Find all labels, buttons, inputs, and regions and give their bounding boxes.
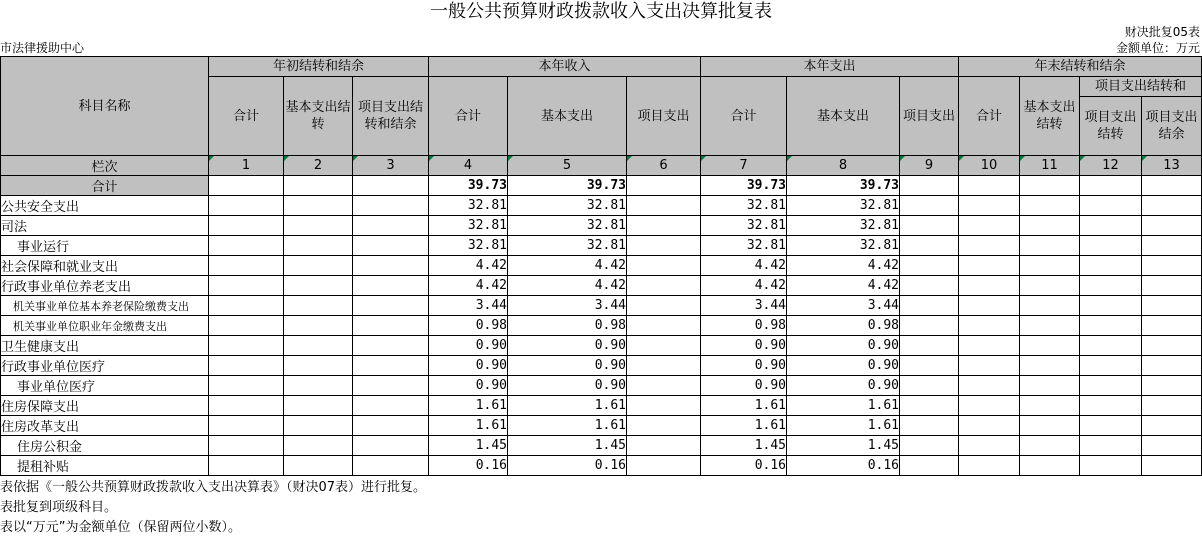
table-row: [1, 456, 1202, 476]
cell-inc-total: 1.61: [429, 396, 508, 416]
cell-inc-basic: 0.90: [508, 336, 627, 356]
cell-inc-basic: 39.73: [508, 176, 627, 196]
lanci-number: 8: [787, 156, 900, 176]
cell-inc-total: 0.90: [429, 376, 508, 396]
cell-inc-total: 0.90: [429, 356, 508, 376]
header-inc-total: 合计: [429, 77, 508, 156]
row-label: 行政事业单位养老支出: [1, 276, 209, 296]
cell-exp-basic: 1.61: [787, 416, 900, 436]
cell-exp-total: 1.45: [701, 436, 787, 456]
cell-exp-total: 39.73: [701, 176, 787, 196]
cell-inc-total: 0.98: [429, 316, 508, 336]
header-end-project-group: 项目支出结转和: [1080, 77, 1202, 97]
table-row: [1, 336, 1202, 356]
cell-inc-basic: 0.90: [508, 376, 627, 396]
lanci-number: 2: [284, 156, 353, 176]
header-group-end: 年末结转和结余: [959, 57, 1202, 77]
table-row: [1, 196, 1202, 216]
cell-exp-total: 4.42: [701, 256, 787, 276]
header-end-proj-surplus: 项目支出结余: [1142, 97, 1202, 156]
cell-inc-basic: 0.16: [508, 456, 627, 476]
cell-exp-total: 32.81: [701, 236, 787, 256]
row-label: 住房改革支出: [1, 416, 209, 436]
form-code: 财决批复05表: [1124, 25, 1200, 39]
lanci-number: 6: [627, 156, 701, 176]
table-row: [1, 236, 1202, 256]
cell-exp-basic: 32.81: [787, 216, 900, 236]
lanci-number: 13: [1142, 156, 1202, 176]
row-label: 卫生健康支出: [1, 336, 209, 356]
row-label: 事业运行: [1, 236, 209, 256]
lanci-number: 7: [701, 156, 787, 176]
cell-inc-total: 4.42: [429, 276, 508, 296]
row-label: 住房保障支出: [1, 396, 209, 416]
cell-exp-total: 1.61: [701, 396, 787, 416]
cell-exp-basic: 32.81: [787, 236, 900, 256]
total-row: [1, 176, 1202, 196]
cell-inc-basic: 32.81: [508, 196, 627, 216]
cell-exp-total: 0.98: [701, 316, 787, 336]
row-label: 公共安全支出: [1, 196, 209, 216]
header-subject: 科目名称: [1, 57, 209, 156]
header-exp-basic: 基本支出: [787, 77, 900, 156]
lanci-number: 9: [900, 156, 959, 176]
cell-inc-basic: 1.61: [508, 396, 627, 416]
cell-inc-basic: 32.81: [508, 216, 627, 236]
row-label: 机关事业单位职业年金缴费支出: [1, 316, 209, 336]
header-end-total: 合计: [959, 77, 1020, 156]
cell-inc-basic: 3.44: [508, 296, 627, 316]
table-row: [1, 436, 1202, 456]
cell-inc-basic: 4.42: [508, 276, 627, 296]
cell-exp-basic: 1.45: [787, 436, 900, 456]
budget-table: [0, 56, 1202, 476]
cell-inc-total: 32.81: [429, 236, 508, 256]
header-exp-total: 合计: [701, 77, 787, 156]
table-row: [1, 296, 1202, 316]
cell-inc-total: 39.73: [429, 176, 508, 196]
cell-exp-total: 0.90: [701, 376, 787, 396]
table-row: [1, 316, 1202, 336]
note-2: 表批复到项级科目。: [0, 500, 118, 515]
page-title: 一般公共预算财政拨款收入支出决算批复表: [430, 1, 772, 22]
cell-inc-total: 4.42: [429, 256, 508, 276]
table-row: [1, 356, 1202, 376]
row-label: 住房公积金: [1, 436, 209, 456]
note-1: 表依据《一般公共预算财政拨款收入支出决算表》（财决07表）进行批复。: [0, 480, 427, 495]
lanci-number: 3: [353, 156, 429, 176]
cell-exp-total: 3.44: [701, 296, 787, 316]
cell-exp-basic: 39.73: [787, 176, 900, 196]
lanci-number: 5: [508, 156, 627, 176]
cell-inc-total: 3.44: [429, 296, 508, 316]
lanci-number: 12: [1080, 156, 1142, 176]
cell-exp-total: 32.81: [701, 216, 787, 236]
row-label: 机关事业单位基本养老保险缴费支出: [1, 296, 209, 316]
notes: [0, 478, 426, 538]
lanci-number: 4: [429, 156, 508, 176]
cell-exp-basic: 0.90: [787, 336, 900, 356]
lanci-label: 栏次: [1, 156, 209, 176]
cell-exp-total: 4.42: [701, 276, 787, 296]
row-label: 行政事业单位医疗: [1, 356, 209, 376]
cell-inc-basic: 0.90: [508, 356, 627, 376]
header-start-basic: 基本支出结转: [284, 77, 353, 156]
cell-exp-basic: 4.42: [787, 256, 900, 276]
cell-inc-basic: 32.81: [508, 236, 627, 256]
cell-inc-basic: 1.61: [508, 416, 627, 436]
cell-exp-total: 1.61: [701, 416, 787, 436]
row-label: 事业单位医疗: [1, 376, 209, 396]
header-exp-project: 项目支出: [900, 77, 959, 156]
cell-inc-total: 0.16: [429, 456, 508, 476]
table-row: [1, 416, 1202, 436]
header-inc-basic: 基本支出: [508, 77, 627, 156]
cell-inc-total: 0.90: [429, 336, 508, 356]
table-row: [1, 376, 1202, 396]
header-end-proj-carry: 项目支出结转: [1080, 97, 1142, 156]
cell-exp-total: 0.16: [701, 456, 787, 476]
row-label: 司法: [1, 216, 209, 236]
row-label: 社会保障和就业支出: [1, 256, 209, 276]
header-group-start: 年初结转和结余: [209, 57, 429, 77]
cell-exp-basic: 0.90: [787, 376, 900, 396]
cell-exp-total: 0.90: [701, 336, 787, 356]
row-label: 提租补贴: [1, 456, 209, 476]
header-start-total: 合计: [209, 77, 284, 156]
header-end-basic: 基本支出结转: [1020, 77, 1080, 156]
lanci-number: 1: [209, 156, 284, 176]
cell-exp-basic: 0.90: [787, 356, 900, 376]
table-row: [1, 276, 1202, 296]
cell-exp-basic: 1.61: [787, 396, 900, 416]
header-inc-project: 项目支出: [627, 77, 701, 156]
cell-exp-basic: 0.98: [787, 316, 900, 336]
cell-exp-basic: 3.44: [787, 296, 900, 316]
cell-exp-basic: 0.16: [787, 456, 900, 476]
cell-inc-total: 1.45: [429, 436, 508, 456]
cell-inc-total: 32.81: [429, 216, 508, 236]
table-row: [1, 256, 1202, 276]
lanci-row: [1, 156, 1202, 176]
lanci-number: 10: [959, 156, 1020, 176]
cell-inc-basic: 4.42: [508, 256, 627, 276]
cell-inc-basic: 0.98: [508, 316, 627, 336]
table-row: [1, 396, 1202, 416]
header-group-income: 本年收入: [429, 57, 701, 77]
header-group-expense: 本年支出: [701, 57, 959, 77]
lanci-number: 11: [1020, 156, 1080, 176]
cell-inc-total: 32.81: [429, 196, 508, 216]
cell-inc-basic: 1.45: [508, 436, 627, 456]
cell-exp-basic: 4.42: [787, 276, 900, 296]
cell-exp-basic: 32.81: [787, 196, 900, 216]
table-row: [1, 216, 1202, 236]
cell-exp-total: 32.81: [701, 196, 787, 216]
row-label: 合计: [1, 176, 209, 196]
header-start-project: 项目支出结转和结余: [353, 77, 429, 156]
amount-unit: 金额单位：万元: [1115, 41, 1200, 55]
cell-inc-total: 1.61: [429, 416, 508, 436]
organization-name: 市法律援助中心: [0, 41, 85, 55]
note-3: 表以“万元”为金额单位（保留两位小数）。: [0, 520, 241, 535]
cell-exp-total: 0.90: [701, 356, 787, 376]
